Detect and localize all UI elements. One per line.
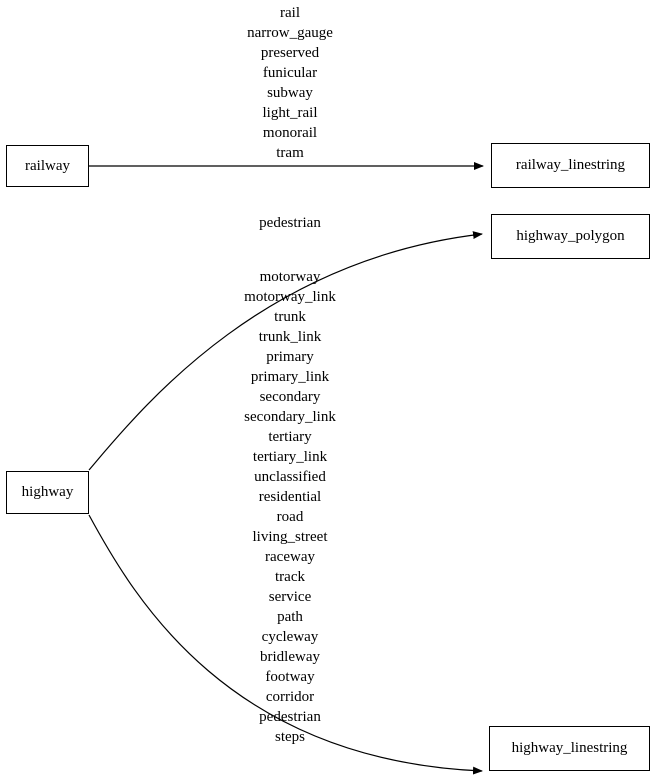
node-highway_linestring-label: highway_linestring (511, 740, 628, 756)
node-highway-label: highway (21, 484, 74, 500)
node-highway[interactable] (6, 471, 89, 514)
node-railway_linestring-label: railway_linestring (515, 157, 626, 173)
edge-label-highway-to-highway_linestring: motorway motorway_link trunk trunk_link primary primary_link secondary secondary_link tertiary tertiary_link unclassified residential road living_street raceway track service path cycleway bridleway footway corridor pedestrian steps (244, 269, 336, 745)
edge-label-railway-to-railway_linestring: rail narrow_gauge preserved funicular subway light_rail monorail tram (247, 5, 333, 161)
node-highway_linestring[interactable] (489, 726, 650, 771)
node-railway_linestring[interactable] (491, 143, 650, 188)
node-railway-label: railway (25, 157, 70, 174)
node-highway_polygon-label: highway_polygon (516, 228, 625, 244)
node-highway_polygon[interactable] (491, 214, 650, 259)
edge-label-highway-to-highway_polygon: pedestrian (259, 215, 321, 231)
node-railway[interactable] (6, 145, 89, 187)
